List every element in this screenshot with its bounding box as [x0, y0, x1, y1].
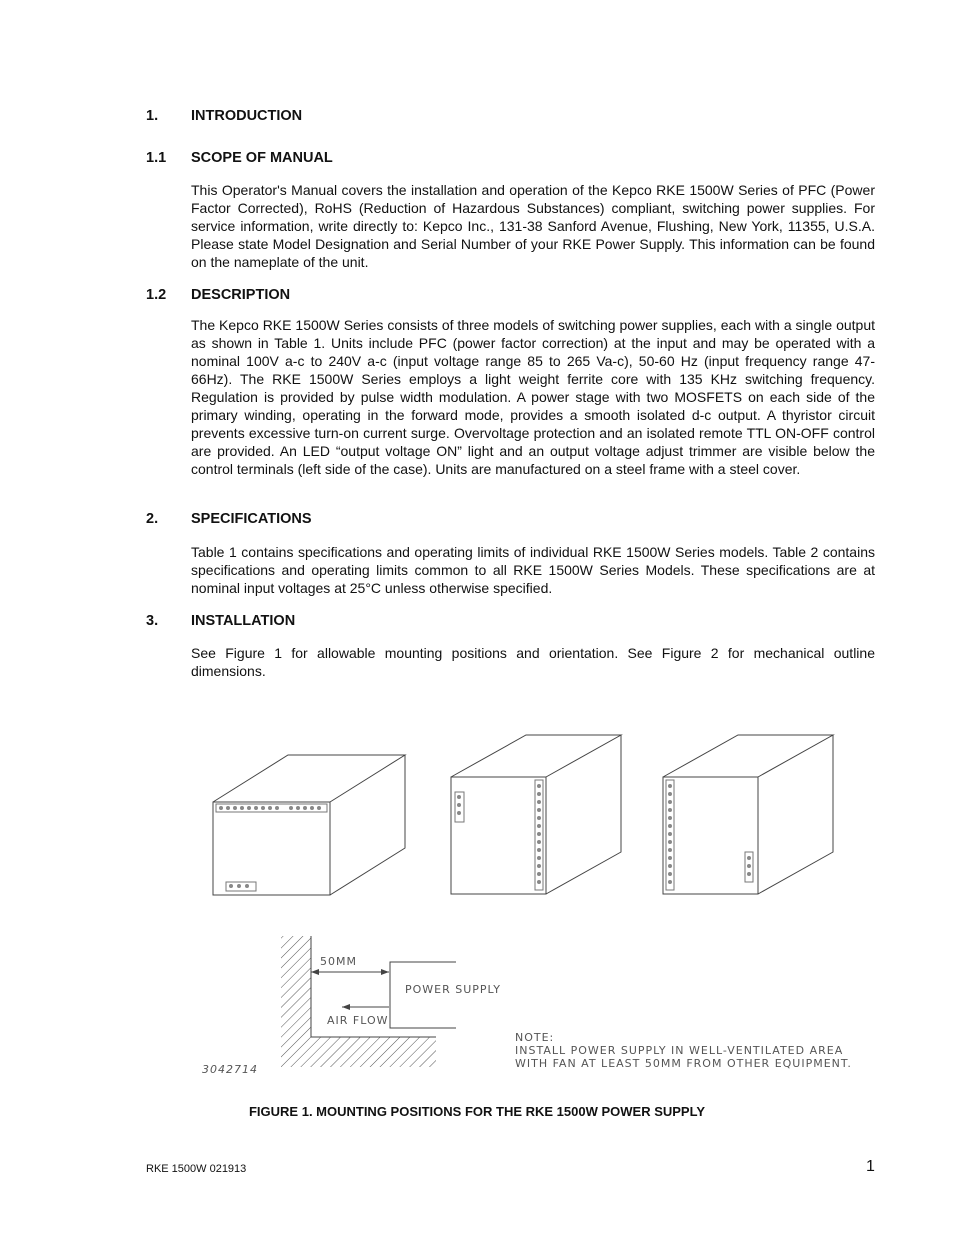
vent-holes-column	[457, 784, 541, 884]
power-supply-label: POWER SUPPLY	[405, 983, 501, 996]
mounting-positions-figure	[190, 722, 870, 1082]
vent-holes-row	[219, 806, 321, 888]
supply-box-horizontal	[213, 755, 405, 895]
supply-box-vertical-right	[663, 735, 833, 894]
note-line-1: INSTALL POWER SUPPLY IN WELL-VENTILATED AREA	[515, 1044, 844, 1057]
note-line-2: WITH FAN AT LEAST 50MM FROM OTHER EQUIPMENT.	[515, 1057, 852, 1070]
clearance-label: 50MM	[320, 955, 357, 968]
section-number: 1.1	[146, 150, 167, 166]
section-title: DESCRIPTION	[191, 287, 291, 303]
heading-specifications	[146, 511, 312, 527]
air-flow-label: AIR FLOW	[327, 1014, 389, 1027]
paragraph-specifications: Table 1 contains specifications and operating limits of individual RKE 1500W Series models. Table 2 contains specifications and operating limits common to all RKE 1500W Series Models. These specifications are at nominal input voltages at 25°C unless otherwise specified.	[191, 544, 875, 596]
section-number: 2.	[146, 511, 159, 527]
figure-caption: FIGURE 1. MOUNTING POSITIONS FOR THE RKE 1500W POWER SUPPLY	[248, 1104, 706, 1119]
clearance-diagram	[281, 936, 456, 1067]
section-title: INTRODUCTION	[191, 108, 303, 124]
section-number: 3.	[146, 613, 159, 629]
note-title: NOTE:	[515, 1031, 555, 1044]
supply-box-vertical-left	[451, 735, 621, 894]
vent-holes-column	[668, 784, 751, 884]
section-title: SPECIFICATIONS	[191, 511, 312, 527]
section-number: 1.2	[146, 287, 167, 303]
heading-introduction	[146, 108, 302, 124]
paragraph-scope: This Operator's Manual covers the installation and operation of the Kepco RKE 1500W Series of PFC (Power Factor Corrected), RoHS (Reduction of Hazardous Substances) compliant, switching power supplies. For service information, write directly to: Kepco Inc., 131-38 Sanford Avenue, Flushing, New York, 11355, U.S.A. Please state Model Designation and Serial Number of your RKE Power Supply. This information can be found on the nameplate of the unit.	[191, 182, 875, 270]
footer-doc-id: RKE 1500W 021913	[146, 1163, 247, 1175]
heading-description	[146, 287, 290, 303]
paragraph-description: The Kepco RKE 1500W Series consists of three models of switching power supplies, each with a single output as shown in Table 1. Units include PFC (power factor correction) at the input and may be operated with a nominal 100V a-c to 240V a-c (input voltage range 85 to 265 Va-c), 50-60 Hz (input frequency range 47-66Hz). The RKE 1500W Series employs a light weight ferrite core with 135 KHz switching frequency. Regulation is provided by pulse width modulation. A power stage with two MOSFETS on each side of the primary winding, operating in the forward mode, provides a smooth isolated d-c output. A thyristor circuit prevents excessive turn-on current surge. Overvoltage protection and an isolated remote TTL ON-OFF control are provided. An LED “output voltage ON” light and an output voltage adjust trimmer are visible below the control terminals (left side of the case). Units are manufactured on a steel frame with a steel cover.	[191, 317, 875, 477]
section-title: SCOPE OF MANUAL	[191, 150, 333, 166]
section-number: 1.	[146, 108, 159, 124]
heading-installation	[146, 613, 295, 629]
section-title: INSTALLATION	[191, 613, 296, 629]
heading-scope-of-manual	[146, 150, 333, 166]
paragraph-installation: See Figure 1 for allowable mounting positions and orientation. See Figure 2 for mechanical outline dimensions.	[191, 645, 875, 679]
drawing-id: 3042714	[202, 1063, 258, 1076]
page-number: 1	[866, 1158, 875, 1175]
